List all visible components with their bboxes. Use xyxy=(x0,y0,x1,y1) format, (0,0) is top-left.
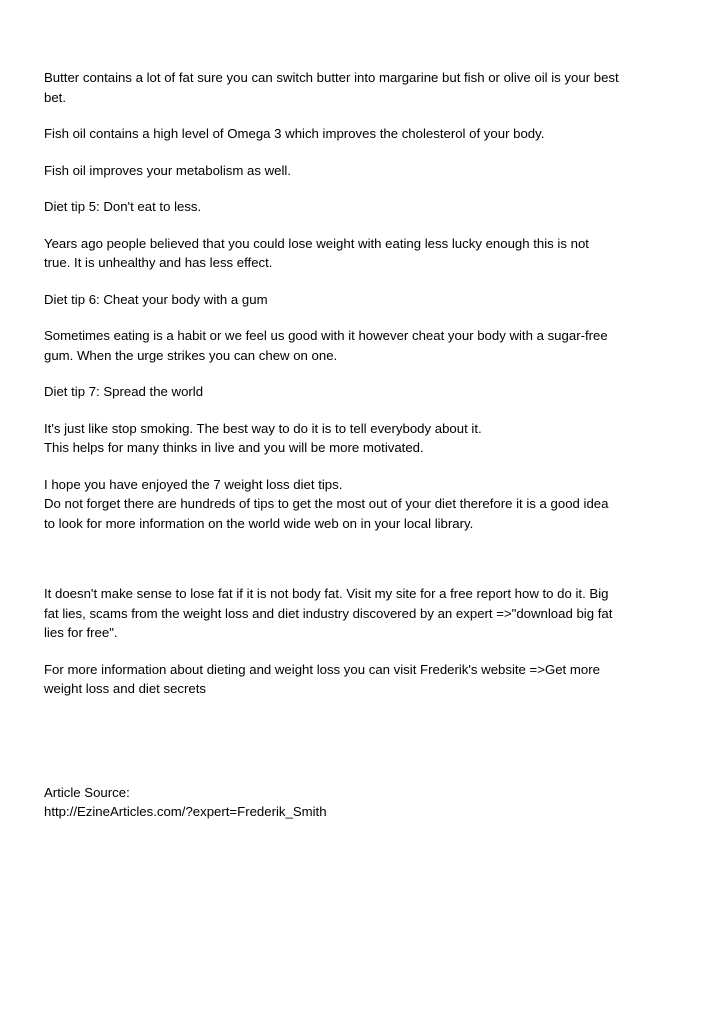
paragraph-conclusion xyxy=(44,475,694,534)
paragraph-line: Diet tip 7: Spread the world xyxy=(44,384,204,399)
paragraph-line: weight loss and diet secrets xyxy=(44,681,206,696)
paragraph-line: lies for free". xyxy=(44,625,118,640)
article-source xyxy=(44,783,694,822)
paragraph-line: It doesn't make sense to lose fat if it is not body fat. Visit my site for a free report how to do it. Big xyxy=(44,586,609,601)
paragraph-line: Years ago people believed that you could lose weight with eating less lucky enough this is not xyxy=(44,235,589,251)
paragraph-promo-website xyxy=(44,660,694,699)
paragraph-line: Fish oil contains a high level of Omega 3 which improves the cholesterol of your body. xyxy=(44,126,545,141)
paragraph-tip7-heading xyxy=(44,382,694,402)
paragraph-line: to look for more information on the world wide web on in your local library. xyxy=(44,515,474,531)
paragraph-butter xyxy=(44,68,694,107)
paragraph-line: Sometimes eating is a habit or we feel us good with it however cheat your body with a sugar-free xyxy=(44,328,608,343)
author-promo xyxy=(44,584,694,699)
paragraph-tip6-body xyxy=(44,326,694,365)
paragraph-line: fat lies, scams from the weight loss and diet industry discovered by an expert =>"download big fat xyxy=(44,605,613,621)
paragraph-line: Do not forget there are hundreds of tips to get the most out of your diet therefore it is a good idea xyxy=(44,496,609,511)
paragraph-line: Diet tip 5: Don't eat to less. xyxy=(44,199,202,214)
paragraph-line: Diet tip 6: Cheat your body with a gum xyxy=(44,291,268,307)
article-body xyxy=(44,68,694,533)
spacer xyxy=(44,716,694,783)
paragraph-tip5-body xyxy=(44,234,694,273)
paragraph-tip5-heading xyxy=(44,197,694,217)
paragraph-line: Fish oil improves your metabolism as well. xyxy=(44,162,291,178)
document-page xyxy=(44,68,694,822)
paragraph-fish-oil-omega xyxy=(44,124,694,144)
paragraph-line: gum. When the urge strikes you can chew on one. xyxy=(44,347,338,363)
paragraph-line: For more information about dieting and weight loss you can visit Frederik's website =>Get more xyxy=(44,661,600,677)
paragraph-fish-oil-metabolism xyxy=(44,161,694,181)
paragraph-tip7-body xyxy=(44,419,694,458)
paragraph-line: bet. xyxy=(44,89,66,105)
paragraph-line: It's just like stop smoking. The best way to do it is to tell everybody about it. xyxy=(44,420,482,436)
paragraph-tip6-heading xyxy=(44,290,694,310)
spacer xyxy=(44,550,694,584)
paragraph-line: I hope you have enjoyed the 7 weight loss diet tips. xyxy=(44,476,343,492)
article-source-label: Article Source: xyxy=(44,784,130,800)
article-source-link[interactable]: http://EzineArticles.com/?expert=Frederik_Smith xyxy=(44,804,327,819)
paragraph-promo-bigfat xyxy=(44,584,694,643)
paragraph-line: This helps for many thinks in live and you will be more motivated. xyxy=(44,440,424,455)
paragraph-line: true. It is unhealthy and has less effect. xyxy=(44,255,273,270)
paragraph-line: Butter contains a lot of fat sure you can switch butter into margarine but fish or olive oil is your best xyxy=(44,70,619,85)
